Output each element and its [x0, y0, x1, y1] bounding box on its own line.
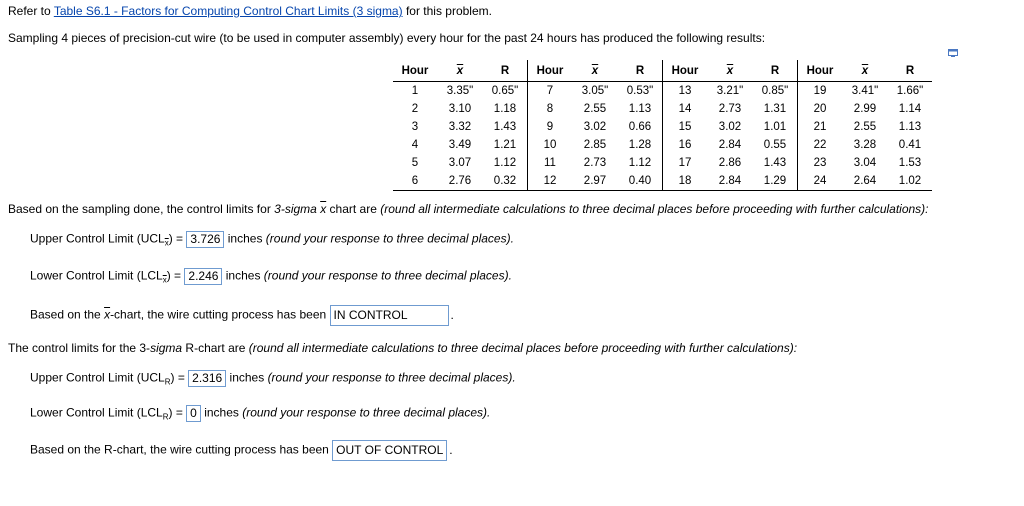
- hour-cell: 6: [393, 172, 437, 191]
- expand-icon[interactable]: [948, 49, 958, 57]
- xbar-cell: 3.28: [853, 139, 877, 151]
- xbar-cell: 2.99: [853, 103, 877, 115]
- xbar-lcl-line: Lower Control Limit $(LCL_{\overline{x}}) = 2.246$ inches (round your response to three decimal places).: [30, 268, 512, 285]
- xbar-cell: 2.55: [853, 121, 877, 133]
- hour-cell: 11: [528, 154, 573, 172]
- xbar-cell: 2.73: [718, 103, 742, 115]
- xbar-process-answer[interactable]: IN CONTROL: [330, 305, 449, 326]
- xbar-cell: 3.35": [446, 85, 474, 97]
- xbar-cell: 3.41": [851, 85, 879, 97]
- xbar-process-line: Based on the $\overline{x}$-chart, the wire cutting process has been IN CONTROL .: [30, 305, 454, 326]
- r-cell: 1.14: [898, 103, 922, 115]
- xbar-cell: 2.97: [572, 172, 618, 191]
- hour-cell: 15: [663, 118, 708, 136]
- r-cell: 1.43: [763, 157, 787, 169]
- xbar-cell: 2.64: [842, 172, 888, 191]
- r-cell: 1.21: [493, 139, 517, 151]
- sample-data-table: [393, 60, 932, 191]
- hour-cell: 5: [411, 157, 419, 169]
- hour-cell: 22: [798, 136, 843, 154]
- r-cell: 0.53": [626, 85, 654, 97]
- table-row: [393, 136, 932, 154]
- r-process-answer[interactable]: OUT OF CONTROL: [332, 440, 447, 461]
- r-cell: 0.32: [483, 172, 528, 191]
- hour-cell: 21: [798, 118, 843, 136]
- r-intro: The control limits for the 3-sigma R-chart are (round all intermediate calculations to three decimal places before proceeding with further calculations):: [8, 341, 798, 355]
- xbar-cell: 3.07: [448, 157, 472, 169]
- r-cell: 0.85": [761, 85, 789, 97]
- header-xbar: $\overline{x}$: [842, 60, 888, 82]
- xbar-ucl-answer[interactable]: 3.726: [186, 231, 224, 248]
- header-hour: Hour: [393, 60, 437, 82]
- xbar-cell: 2.55: [583, 103, 607, 115]
- table-row: [393, 82, 932, 101]
- r-cell: 1.18: [493, 103, 517, 115]
- r-cell: 1.01: [763, 121, 787, 133]
- r-cell: 0.65": [491, 85, 519, 97]
- header-hour: Hour: [798, 60, 843, 82]
- r-cell: 1.43: [493, 121, 517, 133]
- xbar-cell: 3.02: [718, 121, 742, 133]
- table-row: [393, 154, 932, 172]
- hour-cell: 19: [798, 82, 843, 101]
- hour-cell: 10: [528, 136, 573, 154]
- hour-cell: 1: [411, 85, 419, 97]
- r-cell: 1.12: [628, 157, 652, 169]
- hour-cell: 12: [528, 172, 573, 191]
- r-lcl-line: Lower Control Limit $(LCL_R) = 0$ inches (round your response to three decimal places).: [30, 405, 491, 422]
- hour-cell: 18: [663, 172, 708, 191]
- refer-prefix: Refer to: [8, 4, 54, 18]
- hour-cell: 20: [798, 100, 843, 118]
- xbar-cell: 2.76: [437, 172, 483, 191]
- header-hour: Hour: [663, 60, 708, 82]
- header-xbar: $\overline{x}$: [437, 60, 483, 82]
- r-cell: 1.31: [763, 103, 787, 115]
- r-cell: 0.66: [628, 121, 652, 133]
- header-xbar: $\overline{x}$: [572, 60, 618, 82]
- xbar-cell: 2.86: [718, 157, 742, 169]
- xbar-intro: Based on the sampling done, the control limits for 3-sigma $\overline{x}$ chart are (round all intermediate calculations to three decimal places before proceeding with further calculations):: [8, 202, 929, 216]
- header-hour: Hour: [528, 60, 573, 82]
- header-r: R: [483, 60, 528, 82]
- problem-intro: Sampling 4 pieces of precision-cut wire (to be used in computer assembly) every hour for the past 24 hours has produced the following results:: [8, 31, 766, 45]
- r-cell: 0.40: [618, 172, 663, 191]
- xbar-cell: 3.32: [448, 121, 472, 133]
- table-row: [393, 100, 932, 118]
- xbar-cell: 2.73: [583, 157, 607, 169]
- xbar-cell: 3.02: [583, 121, 607, 133]
- xbar-cell: 2.84: [707, 172, 753, 191]
- hour-cell: 2: [411, 103, 419, 115]
- hour-cell: 17: [663, 154, 708, 172]
- r-ucl-line: Upper Control Limit $(UCL_R) = 2.316$ inches (round your response to three decimal places).: [30, 370, 516, 387]
- header-r: R: [618, 60, 663, 82]
- xbar-lcl-answer[interactable]: 2.246: [184, 268, 222, 285]
- hour-cell: 14: [663, 100, 708, 118]
- hour-cell: 7: [528, 82, 573, 101]
- xbar-cell: 2.84: [718, 139, 742, 151]
- hour-cell: 24: [798, 172, 843, 191]
- hour-cell: 13: [663, 82, 708, 101]
- table-row: [393, 118, 932, 136]
- hour-cell: 16: [663, 136, 708, 154]
- r-cell: 1.13: [628, 103, 652, 115]
- xbar-cell: 3.21": [716, 85, 744, 97]
- r-cell: 0.41: [898, 139, 922, 151]
- xbar-cell: 3.04: [853, 157, 877, 169]
- table-row: [393, 172, 932, 191]
- r-cell: 1.53: [898, 157, 922, 169]
- table-s61-link[interactable]: Table S6.1 - Factors for Computing Control Chart Limits (3 sigma): [53, 4, 403, 18]
- hour-cell: 8: [528, 100, 573, 118]
- xbar-cell: 3.49: [448, 139, 472, 151]
- header-r: R: [753, 60, 798, 82]
- hour-cell: 9: [528, 118, 573, 136]
- xbar-ucl-line: Upper Control Limit $(UCL_{\overline{x}}) = 3.726$ inches (round your response to three decimal places).: [30, 231, 514, 248]
- hour-cell: 3: [411, 121, 419, 133]
- xbar-cell: 3.05": [581, 85, 609, 97]
- header-xbar: $\overline{x}$: [707, 60, 753, 82]
- r-process-line: Based on the R-chart, the wire cutting process has been OUT OF CONTROL .: [30, 440, 453, 461]
- r-cell: 1.12: [493, 157, 517, 169]
- r-ucl-answer[interactable]: 2.316: [188, 370, 226, 387]
- header-r: R: [888, 60, 932, 82]
- refer-line: [8, 4, 492, 18]
- table-header-row: [393, 60, 932, 82]
- r-lcl-answer[interactable]: 0: [186, 405, 201, 422]
- r-cell: 1.28: [628, 139, 652, 151]
- r-cell: 1.29: [753, 172, 798, 191]
- hour-cell: 23: [798, 154, 843, 172]
- refer-suffix: for this problem.: [402, 4, 492, 18]
- xbar-cell: 2.85: [583, 139, 607, 151]
- r-cell: 1.02: [888, 172, 932, 191]
- r-cell: 1.66": [896, 85, 924, 97]
- r-cell: 1.13: [898, 121, 922, 133]
- r-cell: 0.55: [763, 139, 787, 151]
- xbar-cell: 3.10: [448, 103, 472, 115]
- hour-cell: 4: [411, 139, 419, 151]
